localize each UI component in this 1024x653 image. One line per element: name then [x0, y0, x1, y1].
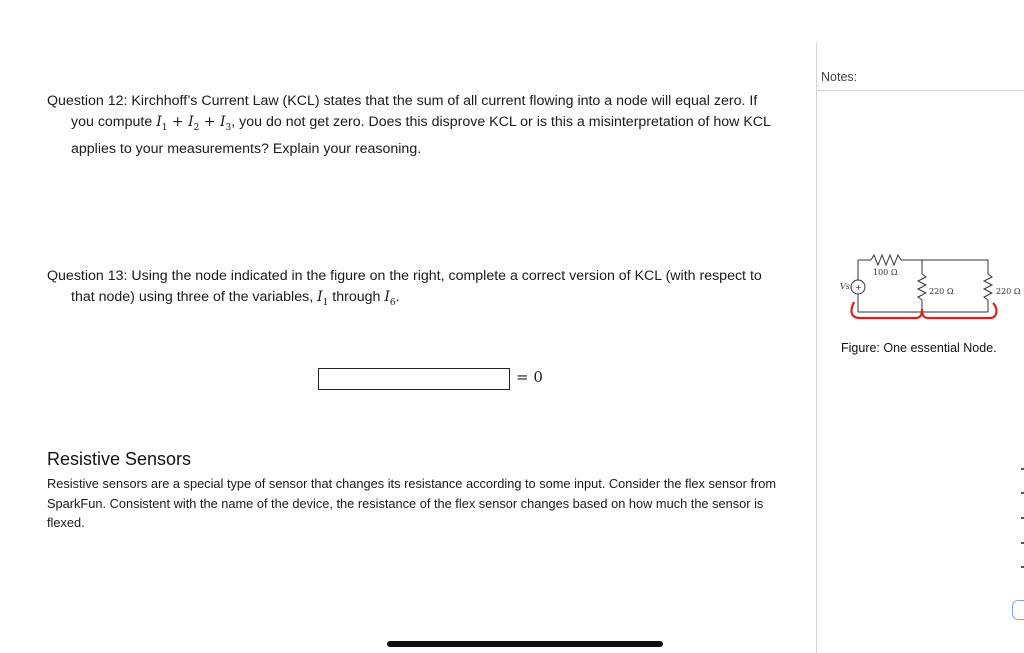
notes-divider: [816, 42, 817, 653]
q13-post: .: [395, 289, 400, 305]
q12-post: , you do not get zero. Does this disprove KCL or is this a misinterpretation of how KCL: [231, 114, 771, 130]
resistive-body-line1: Resistive sensors are a special type of sensor that changes its resistance according to some input. Consider the flex sensor from: [47, 476, 777, 491]
resistive-sensors-body: [47, 474, 807, 533]
source-plus: +: [855, 283, 862, 292]
q13-i1-sub: 1: [322, 297, 329, 308]
q13-pre: that node) using three of the variables,: [71, 289, 318, 305]
node-highlight: [852, 302, 997, 318]
question-12-text-line3: applies to your measurements? Explain your reasoning.: [71, 140, 422, 157]
question-13-text-line2: [47, 287, 807, 314]
q12-pre: you compute: [71, 114, 157, 130]
question-13-text-line1: Using the node indicated in the figure on the right, complete a correct version of KCL (with respect to: [131, 268, 762, 284]
q12-i2-sym: I: [188, 114, 194, 130]
question-12-label: Question 12:: [47, 93, 128, 109]
edge-button[interactable]: [1012, 600, 1024, 620]
resistive-body-line2: SparkFun. Consistent with the name of the device, the resistance of the flex sensor changes based on how much the sensor is: [47, 495, 764, 511]
kcl-answer-input[interactable]: [318, 368, 510, 390]
q13-through: through: [328, 289, 385, 305]
resistive-body-line3: flexed.: [47, 515, 85, 530]
source-label: Vs: [840, 282, 850, 291]
question-13: [47, 266, 807, 314]
question-12-text-line1: Kirchhoff’s Current Law (KCL) states that the sum of all current flowing into a node will equal zero. If: [131, 93, 758, 109]
q12-i3-sym: I: [220, 114, 226, 130]
q12-i1-sym: I: [156, 114, 162, 130]
q12-i3: [220, 114, 232, 133]
resistor-220-a-label: 220 Ω: [929, 287, 954, 296]
figure-caption: Figure: One essential Node.: [841, 341, 997, 355]
q13-i6-sym: I: [384, 289, 390, 305]
q12-i1-sub: 1: [161, 122, 168, 133]
resistor-220-b-label: 220 Ω: [996, 287, 1021, 296]
q12-plus-1: +: [167, 114, 189, 130]
resistor-220-b-symbol: [984, 274, 992, 300]
question-13-label: Question 13:: [47, 268, 128, 284]
question-12-text-line2: [47, 112, 807, 139]
notes-rule: [817, 90, 1024, 91]
question-12: [47, 91, 807, 160]
q13-i6: [384, 289, 396, 308]
circuit-figure: [838, 250, 1024, 326]
equals-zero: = 0: [516, 368, 543, 386]
notes-label: Notes:: [821, 70, 858, 84]
q13-i6-sub: 6: [389, 297, 396, 308]
q12-i3-sub: 3: [225, 122, 232, 133]
horizontal-scrollbar[interactable]: [387, 641, 663, 647]
q12-plus-2: +: [199, 114, 220, 130]
q12-i2-sub: 2: [193, 122, 200, 133]
q13-i1-sym: I: [317, 289, 323, 305]
q12-i1: [156, 114, 168, 133]
q13-i1: [317, 289, 329, 308]
resistive-sensors-heading: Resistive Sensors: [47, 449, 192, 469]
resistor-100-symbol: [871, 255, 901, 265]
q12-i2: [188, 114, 200, 133]
resistor-220-a-symbol: [918, 274, 926, 300]
resistor-100-label: 100 Ω: [873, 268, 898, 277]
